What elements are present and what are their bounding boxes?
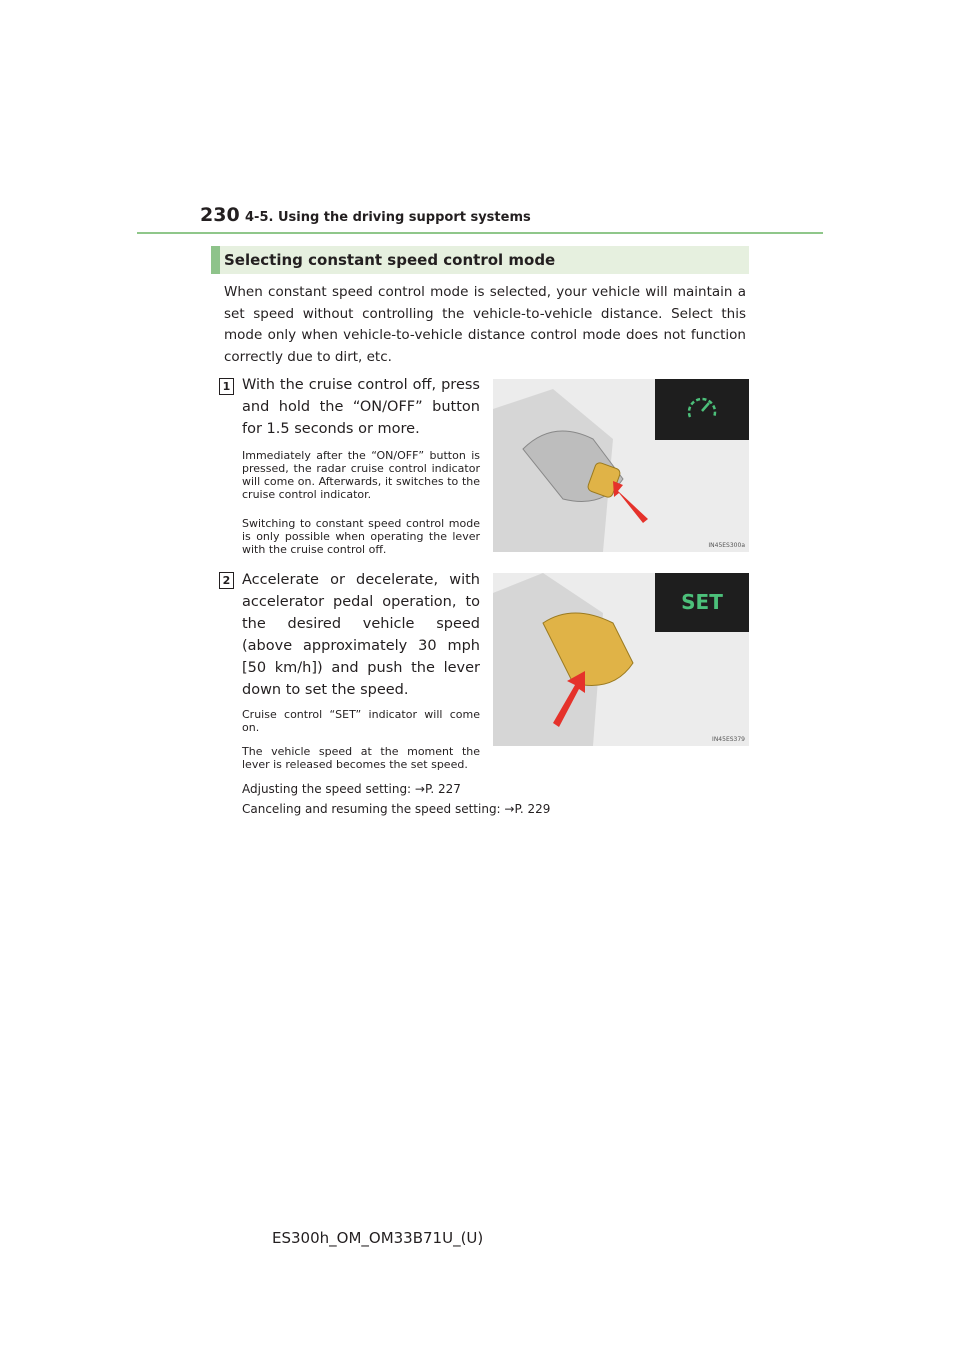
document-footer: ES300h_OM_OM33B71U_(U) — [272, 1229, 484, 1247]
adjusting-reference: Adjusting the speed setting: →P. 227 — [242, 782, 461, 796]
figure-2-code: IN45ES379 — [712, 736, 745, 743]
canceling-reference: Canceling and resuming the speed setting: →P. 229 — [242, 802, 551, 816]
step-1-number: 1 — [219, 378, 234, 395]
step-1-note-1: Immediately after the “ON/OFF” button is pressed, the radar cruise control indicator will come on. Afterwards, it switches to the cruise control indicator. — [242, 449, 480, 501]
figure-1 — [493, 379, 749, 552]
chapter-title: 4-5. Using the driving support systems — [245, 210, 531, 225]
section-header — [211, 246, 749, 274]
figure-1-code: IN45ES300a — [708, 542, 745, 549]
cruise-control-indicator-icon — [655, 379, 749, 440]
step-2-note-1: Cruise control “SET” indicator will come on. — [242, 708, 480, 734]
arrow-icon — [613, 481, 648, 523]
section-intro: When constant speed control mode is selected, your vehicle will maintain a set speed without controlling the vehicle-to-vehicle distance. Select this mode only when vehicle-to-vehicle distance control mode does not function correctly due to dirt, etc. — [224, 284, 746, 365]
step-2-text: Accelerate or decelerate, with accelerator pedal operation, to the desired vehicle speed (above approximately 30 mph [50 km/h]) and push the lever down to set the speed. — [242, 572, 480, 698]
section-title: Selecting constant speed control mode — [224, 251, 556, 269]
step-1-text: With the cruise control off, press and hold the “ON/OFF” button for 1.5 seconds or more. — [242, 377, 480, 437]
indicator-screen — [655, 379, 749, 440]
step-2-note-2: The vehicle speed at the moment the lever is released becomes the set speed. — [242, 745, 480, 771]
step-2-number: 2 — [219, 572, 234, 589]
figure-2 — [493, 573, 749, 746]
step-1-note-2: Switching to constant speed control mode is only possible when operating the lever with the cruise control off. — [242, 517, 480, 556]
header-rule — [137, 232, 823, 234]
page-number: 230 — [200, 204, 240, 226]
indicator-screen — [655, 573, 749, 632]
set-indicator: SET — [681, 590, 723, 614]
